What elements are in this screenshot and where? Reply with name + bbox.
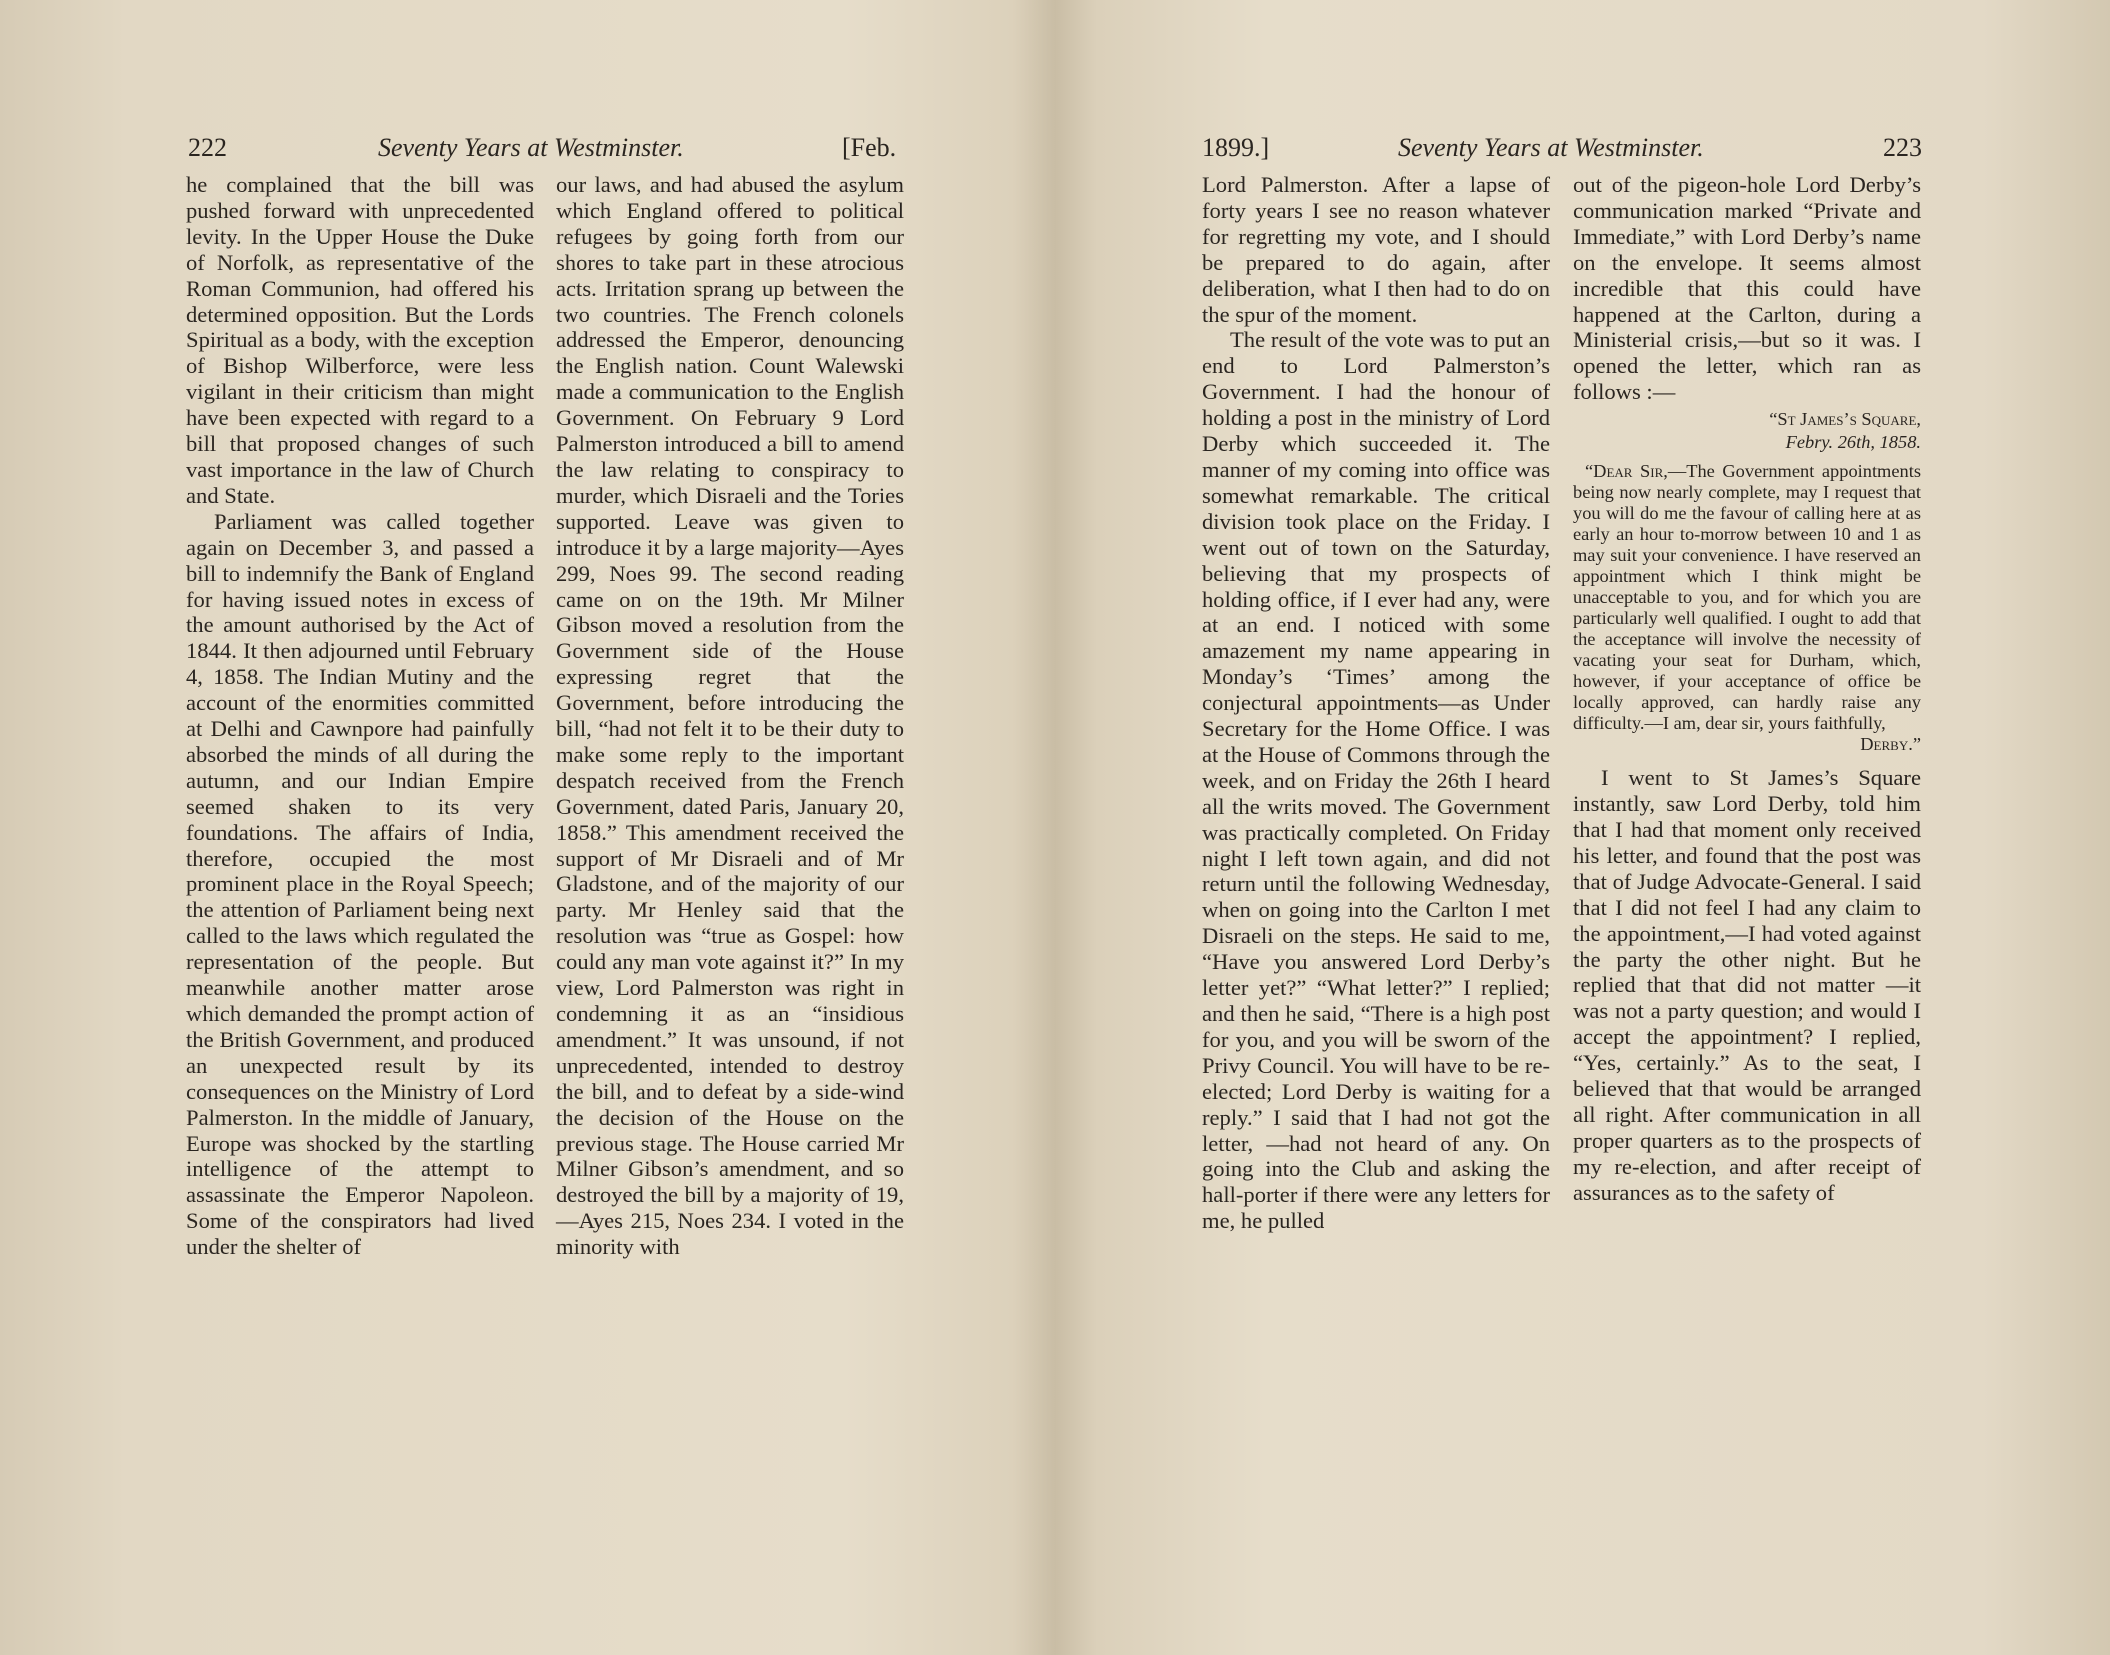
left-page [0,0,1050,1655]
right-page [1060,0,2110,1655]
paragraph: our laws, and had abused the asylum which England offered to political refugees by going forth from our shores to take part in these atrocious acts. Irritation sprang up between the two countries. The French colonels addressed the Emperor, denouncing the English nation. Count Walewski made a communication to the English Government. On February 9 Lord Palmerston introduced a bill to amend the law relating to conspiracy to murder, which Disraeli and the Tories supported. Leave was given to introduce it by a large majority—Ayes 299, Noes 99. The second reading came on on the 19th. Mr Milner Gibson moved a resolution from the Government side of the House expressing regret that the Government, before introducing the bill, “had not felt it to be their duty to make some reply to the important despatch received from the French Government, dated Paris, January 20, 1858.” This amendment received the support of Mr Disraeli and of Mr Gladstone, and of the majority of our party. Mr Henley said that the resolution was “true as Gospel: how could any man vote against it?” In my view, Lord Palmerston was right in condemning it as an “insidious amendment.” It was unsound, if not unprecedented, intended to destroy the bill, and to defeat by a side-wind the decision of the House on the previous stage. The House carried Mr Milner Gibson’s amendment, and so destroyed the bill by a majority of 19,—Ayes 215, Noes 234. I voted in the minority with [556,172,904,1260]
left-column-2 [556,172,904,1260]
right-column-2 [1573,172,1921,1206]
right-column-1 [1202,172,1550,1234]
letter-signature: Derby.” [1860,734,1921,755]
letter-date: Febry. 26th, 1858. [1785,432,1921,453]
left-section-marker: [Feb. [842,133,897,162]
letter-text: —The Government appointments being now nearly complete, may I request that you will do me the favour of calling here at as early an hour to-morrow between 10 and 1 as may suit your convenience. I have reserved an appointment which I think might be unacceptable to you, and for which you are particularly well qualified. I ought to add that the acceptance will involve the necessity of vacating your seat for Durham, which, however, if your acceptance of office be locally approved, can hardly raise any difficulty.—I am, dear sir, yours faithfully, [1573,461,1921,734]
paragraph: The result of the vote was to put an end to Lord Palmerston’s Government. I had the honour of holding a post in the ministry of Lord Derby which succeeded it. The manner of my coming into office was somewhat remarkable. The critical division took place on the Friday. I went out of town on the Saturday, believing that my prospects of holding office, if I ever had any, were at an end. I noticed with some amazement my name appearing in Monday’s ‘Times’ among the conjectural appointments—as Under Secretary for the Home Office. I was at the House of Commons through the week, and on Friday the 26th I heard all the writs moved. The Government was practically completed. On Friday night I left town again, and did not return until the following Wednesday, when on going into the Carlton I met Disraeli on the steps. He said to me, “Have you answered Lord Derby’s letter yet?” “What letter?” I replied; and then he said, “There is a high post for you, and you will be sworn of the Privy Council. You will have to be re-elected; Lord Derby is waiting for a reply.” I said that I had not got the letter, —had not heard of any. On going into the Club and asking the hall-porter if there were any letters for me, he pulled [1202,327,1550,1234]
left-running-title: Seventy Years at Westminster. [378,133,684,162]
quoted-letter [1573,409,1921,755]
paragraph: Lord Palmerston. After a lapse of forty years I see no reason whatever for regretting my vote, and I should be prepared to do again, after deliberation, what I then had to do on the spur of the moment. [1202,172,1550,327]
paragraph: Parliament was called together again on December 3, and passed a bill to indemnify the Bank of England for having issued notes in excess of the amount authorised by the Act of 1844. It then adjourned until February 4, 1858. The Indian Mutiny and the account of the enormities committed at Delhi and Cawnpore had painfully absorbed the minds of all during the autumn, and our Indian Empire seemed shaken to its very foundations. The affairs of India, therefore, occupied the most prominent place in the Royal Speech; the attention of Parliament being next called to the laws which regulated the representation of the people. But meanwhile another matter arose which demanded the prompt action of the British Government, and produced an unexpected result by its consequences on the Ministry of Lord Palmerston. In the middle of January, Europe was shocked by the startling intelligence of the attempt to assassinate the Emperor Napoleon. Some of the conspirators had lived under the shelter of [186,508,534,1260]
left-column-1 [186,172,534,1260]
letter-salutation: “Dear Sir, [1585,461,1668,482]
paragraph: he complained that the bill was pushed forward with unprecedented levity. In the Upper House the Duke of Norfolk, as representative of the Roman Communion, had offered his determined opposition. But the Lords Spiritual as a body, with the exception of Bishop Wilberforce, were less vigilant in their criticism than might have been expected with regard to a bill that proposed changes of such vast importance in the law of Church and State. [186,172,534,508]
paragraph: out of the pigeon-hole Lord Derby’s communication marked “Private and Immediate,” with Lord Derby’s name on the envelope. It seems almost incredible that this could have happened at the Carlton, during a Ministerial crisis,—but so it was. I opened the letter, which ran as follows :— [1573,172,1921,405]
left-page-number: 222 [188,133,227,162]
letter-address: “St James’s Square, [1769,409,1921,430]
right-running-title: Seventy Years at Westminster. [1398,133,1704,162]
left-running-header [0,128,1050,168]
right-section-marker: 1899.] [1202,133,1270,162]
paragraph: I went to St James’s Square instantly, saw Lord Derby, told him that I had that moment only received his letter, and found that the post was that of Judge Advocate-General. I said that I did not feel I had any claim to the appointment,—I had voted against the party the other night. But he replied that that did not matter —it was not a party question; and would I accept the appointment? I replied, “Yes, certainly.” As to the seat, I believed that that would be arranged all right. After communication in all proper quarters as to the prospects of my re-election, and after receipt of assurances as to the safety of [1573,765,1921,1205]
right-running-header [1060,128,2110,168]
right-page-number: 223 [1883,133,1922,162]
letter-body [1573,461,1921,755]
